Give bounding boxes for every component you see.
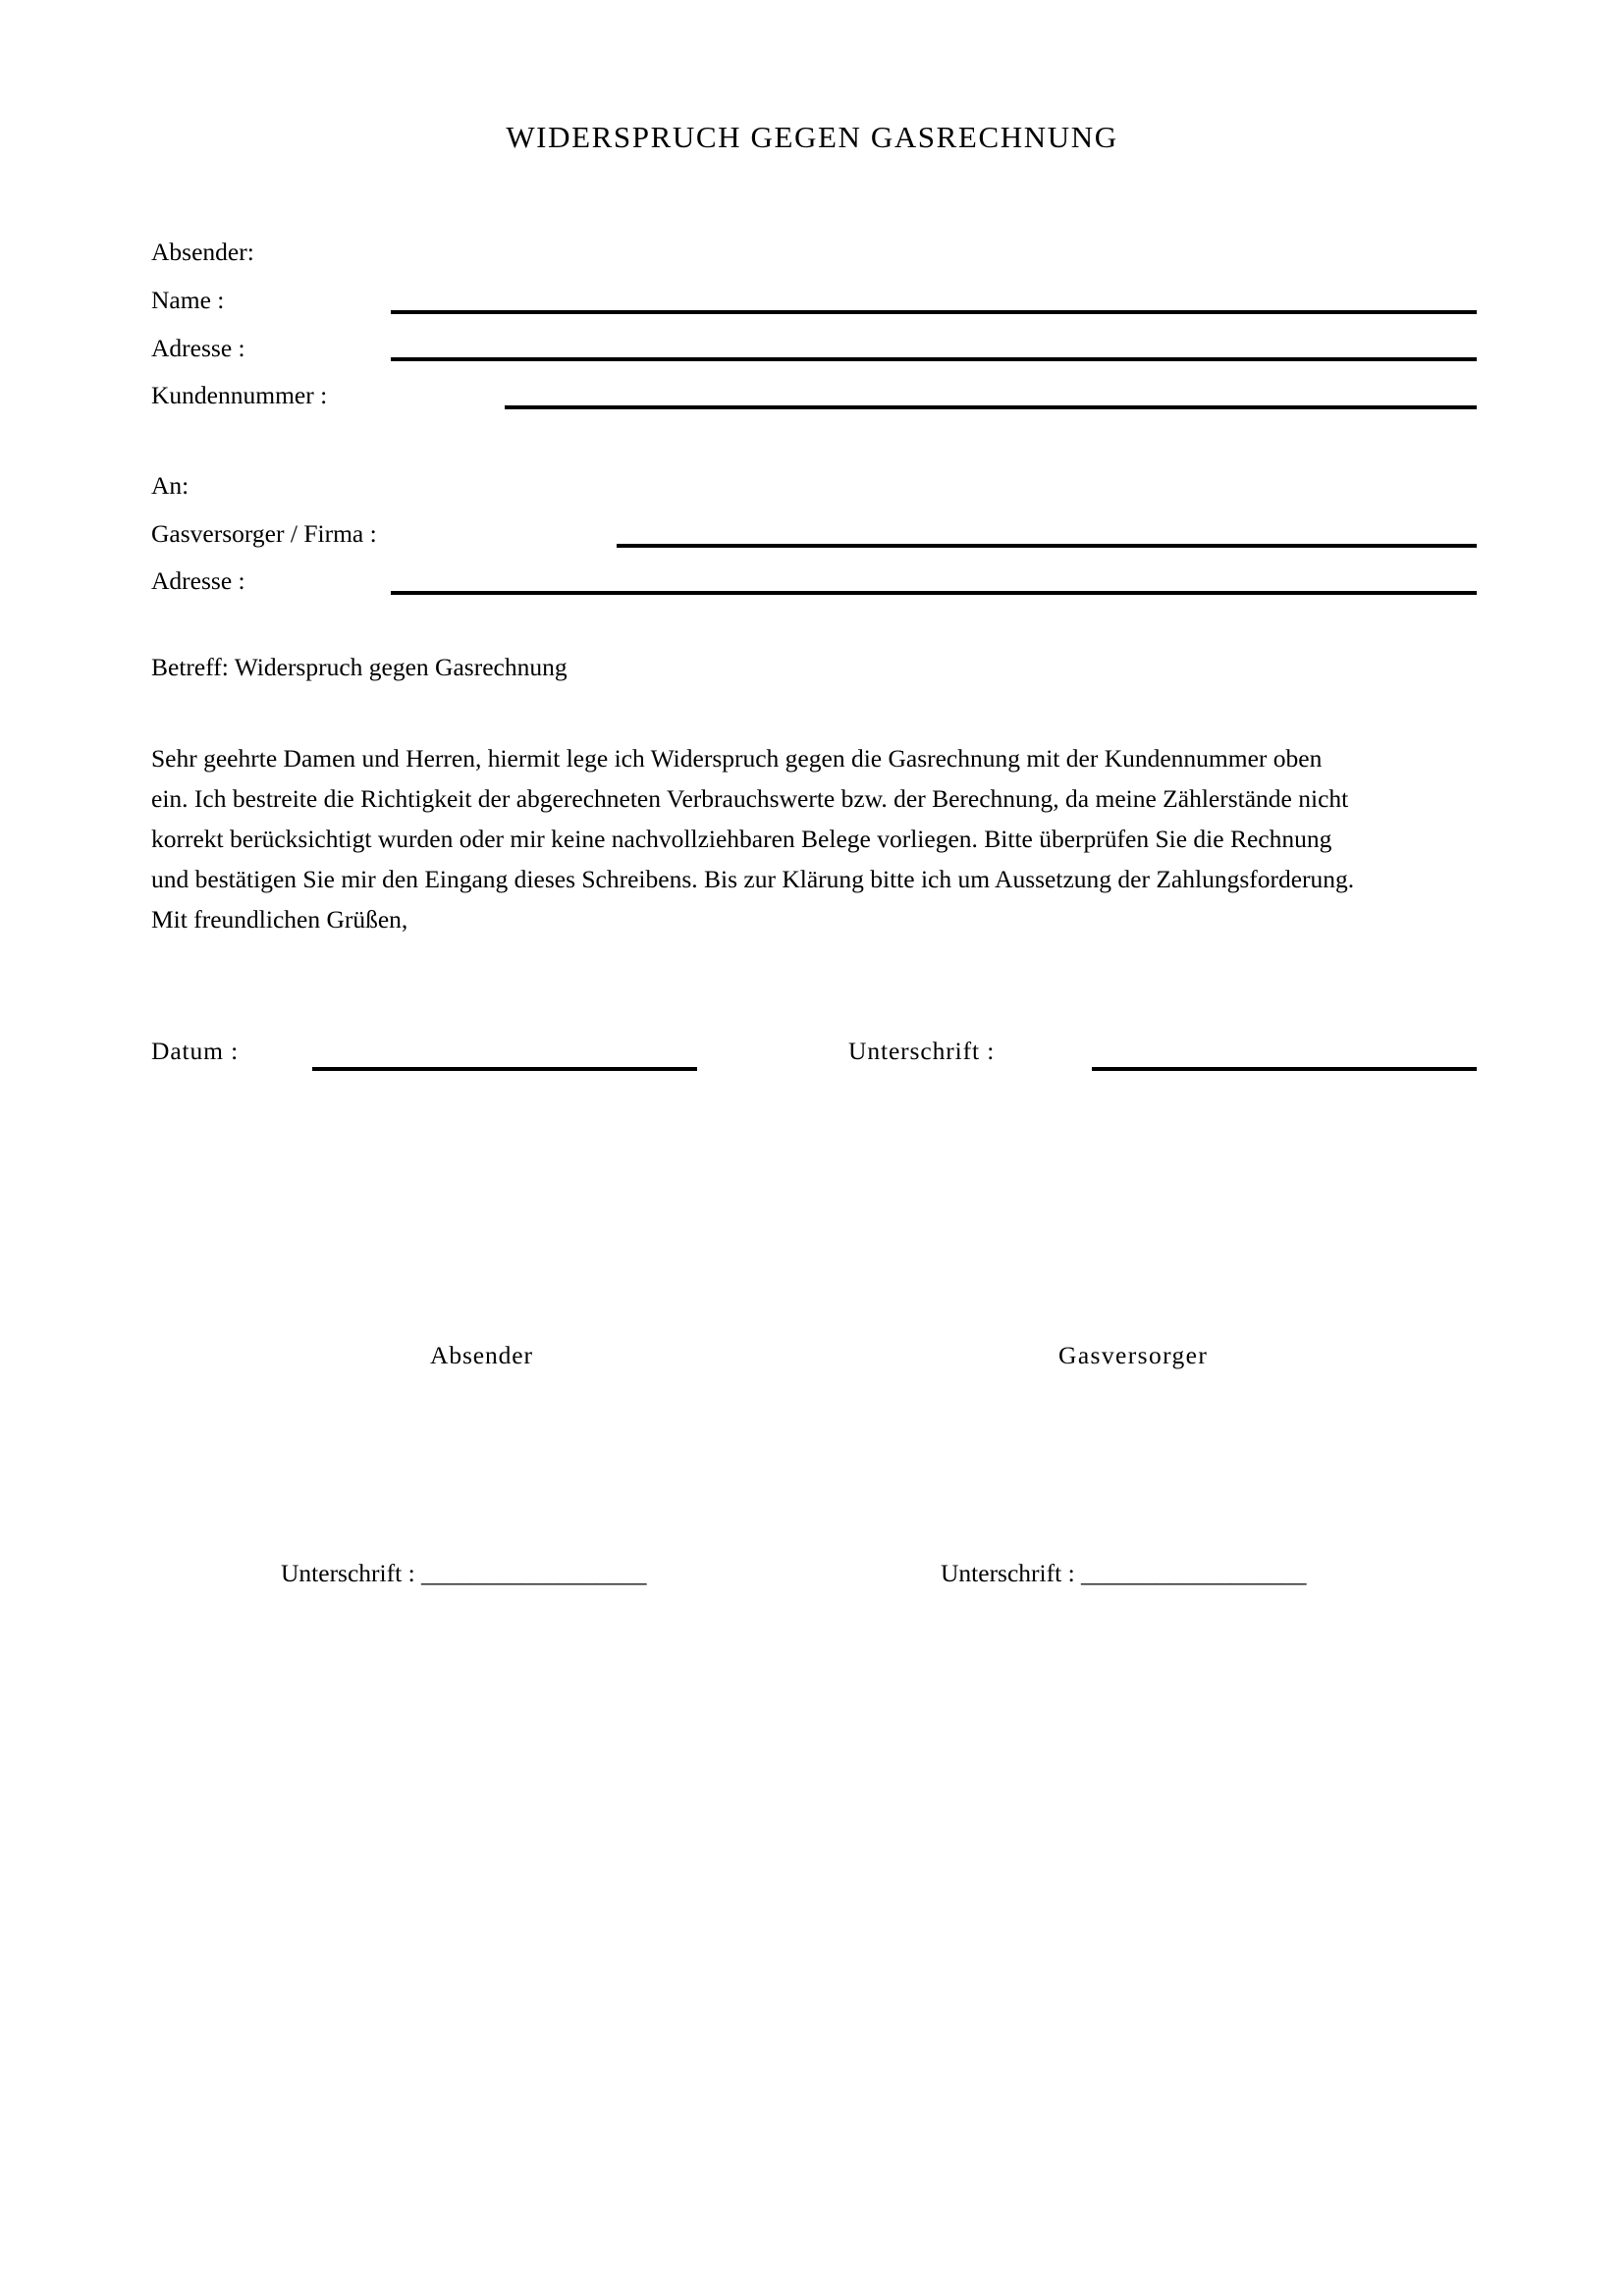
- page-title: WIDERSPRUCH GEGEN GASRECHNUNG: [506, 120, 1118, 154]
- date-label: Datum :: [151, 1037, 240, 1065]
- recipient-address-input-line[interactable]: [391, 591, 1477, 595]
- body-line-2: ein. Ich bestreite die Richtigkeit der abgerechneten Verbrauchswerte bzw. der Berechnung, da meine Zählerstände nicht: [151, 784, 1349, 813]
- sender-customer-number-input-line[interactable]: [505, 405, 1477, 409]
- recipient-address-label: Adresse :: [151, 566, 245, 595]
- provider-signature-blank[interactable]: __________________: [1081, 1559, 1307, 1587]
- signature-input-line[interactable]: [1092, 1067, 1477, 1071]
- signature-label: Unterschrift :: [848, 1037, 996, 1065]
- sender-address-input-line[interactable]: [391, 357, 1477, 361]
- sender-name-label: Name :: [151, 286, 225, 314]
- sender-customer-number-label: Kundennummer :: [151, 381, 328, 409]
- provider-party-caption: Gasversorger: [1058, 1341, 1209, 1369]
- sender-party-caption: Absender: [430, 1341, 533, 1369]
- body-line-3: korrekt berücksichtigt wurden oder mir keine nachvollziehbaren Belege vorliegen. Bitte überprüfen Sie die Rechnung: [151, 825, 1332, 853]
- sender-heading: Absender:: [151, 238, 254, 266]
- body-line-4: und bestätigen Sie mir den Eingang dieses Schreibens. Bis zur Klärung bitte ich um Aussetzung der Zahlungsforderung.: [151, 865, 1355, 893]
- date-input-line[interactable]: [312, 1067, 697, 1071]
- body-line-5: Mit freundlichen Grüßen,: [151, 905, 408, 934]
- sender-signature-label: Unterschrift :: [281, 1559, 422, 1587]
- body-line-1: Sehr geehrte Damen und Herren, hiermit lege ich Widerspruch gegen die Gasrechnung mit der Kundennummer oben: [151, 744, 1323, 773]
- sender-signature-field[interactable]: [281, 1559, 647, 1588]
- provider-signature-label: Unterschrift :: [941, 1559, 1082, 1587]
- recipient-heading: An:: [151, 471, 189, 500]
- sender-signature-blank[interactable]: __________________: [421, 1559, 647, 1587]
- recipient-company-label: Gasversorger / Firma :: [151, 519, 377, 548]
- recipient-company-input-line[interactable]: [617, 544, 1477, 548]
- subject-line: Betreff: Widerspruch gegen Gasrechnung: [151, 653, 568, 681]
- sender-name-input-line[interactable]: [391, 310, 1477, 314]
- sender-address-label: Adresse :: [151, 334, 245, 362]
- body-paragraph: [151, 738, 1477, 939]
- provider-signature-field[interactable]: [941, 1559, 1307, 1588]
